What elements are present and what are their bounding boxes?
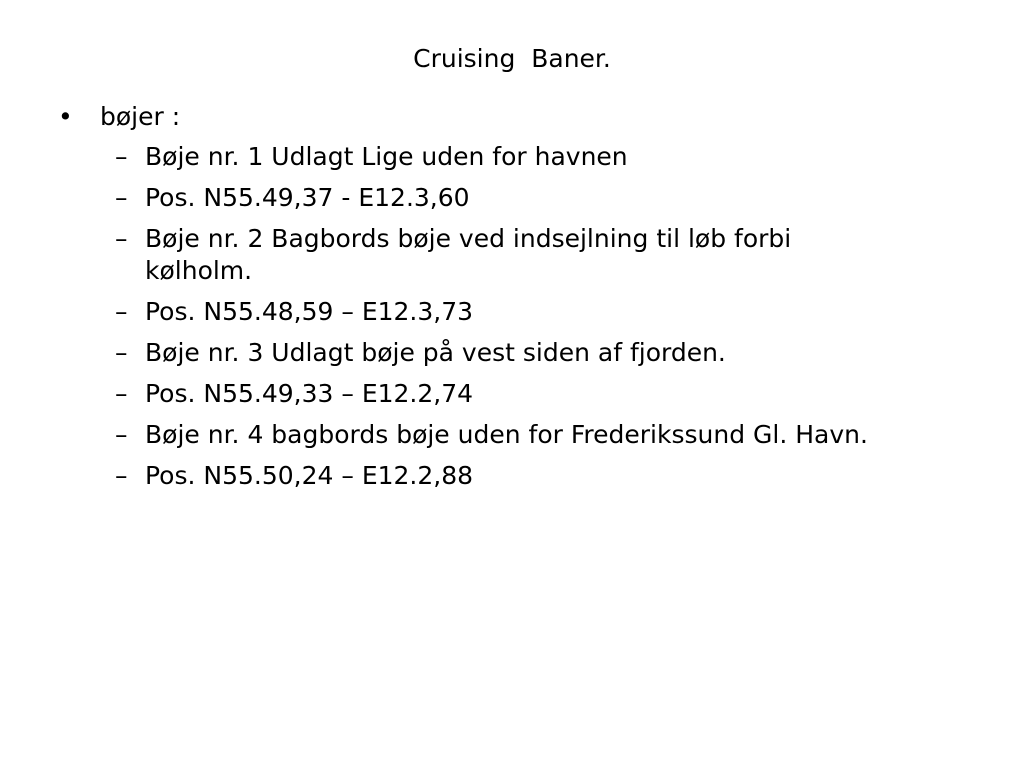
slide-title: Cruising Baner.: [413, 44, 611, 73]
sub-item-text: Pos. N55.49,37 - E12.3,60: [145, 183, 470, 212]
dash-icon: –: [115, 461, 128, 490]
dash-icon: –: [115, 420, 128, 449]
sub-item-pos-1: [58, 182, 895, 214]
sub-item-pos-4: [58, 460, 895, 492]
sub-item-buoy-2: [58, 223, 895, 287]
sub-item-text: Bøje nr. 2 Bagbords bøje ved indsejlning til løb forbi kølholm.: [145, 224, 792, 285]
dash-icon: –: [115, 297, 128, 326]
dash-icon: –: [115, 379, 128, 408]
sub-item-text: Pos. N55.48,59 – E12.3,73: [145, 297, 474, 326]
sub-item-text: Bøje nr. 3 Udlagt bøje på vest siden af fjorden.: [145, 338, 726, 367]
sub-item-buoy-4: [58, 419, 895, 451]
sub-item-pos-3: [58, 378, 895, 410]
sub-item-buoy-3: [58, 337, 895, 369]
bullet-item: [58, 101, 938, 133]
dash-icon: –: [115, 338, 128, 367]
dash-icon: –: [115, 224, 128, 253]
sub-list: [58, 141, 938, 492]
sub-item-text: Pos. N55.50,24 – E12.2,88: [145, 461, 474, 490]
sub-item-text: Bøje nr. 1 Udlagt Lige uden for havnen: [145, 142, 628, 171]
sub-item-text: Pos. N55.49,33 – E12.2,74: [145, 379, 474, 408]
sub-item-pos-2: [58, 296, 895, 328]
bullet-icon: •: [58, 102, 73, 131]
slide-body: [58, 101, 938, 501]
sub-item-text: Bøje nr. 4 bagbords bøje uden for Frederikssund Gl. Havn.: [145, 420, 868, 449]
dash-icon: –: [115, 142, 128, 171]
dash-icon: –: [115, 183, 128, 212]
sub-item-buoy-1: [58, 141, 895, 173]
bullet-label: bøjer :: [100, 102, 181, 131]
